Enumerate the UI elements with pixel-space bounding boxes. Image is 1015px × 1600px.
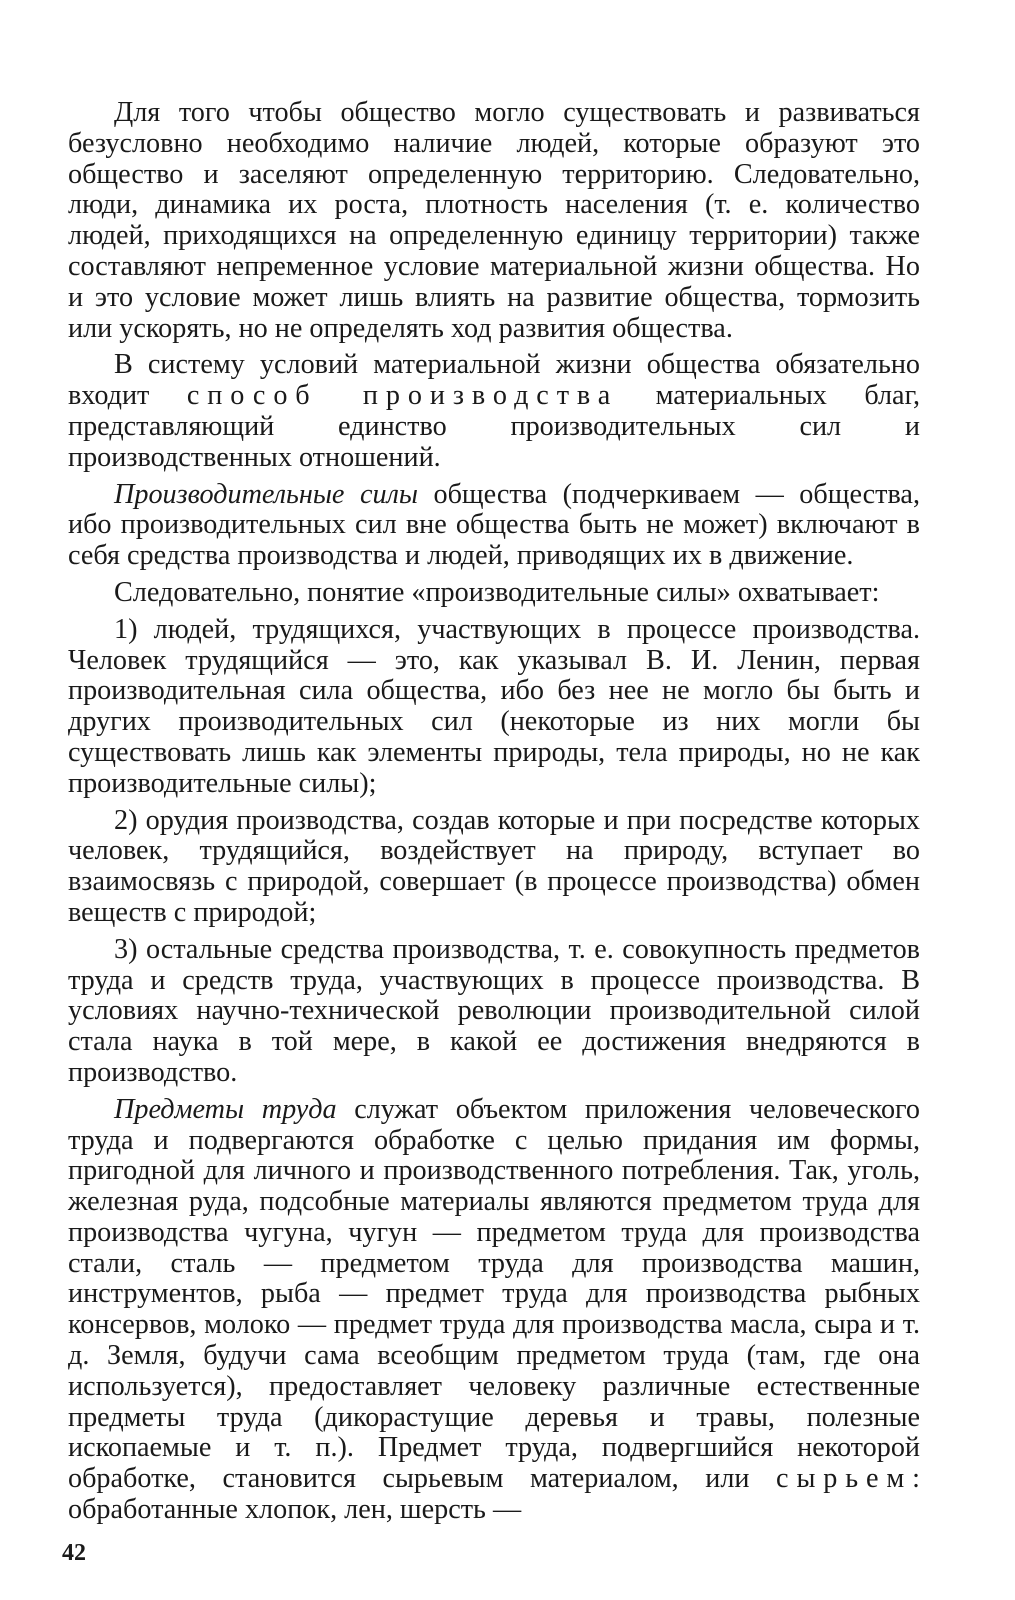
emphasized-term: сырьем bbox=[776, 1463, 913, 1495]
paragraph-text: общества (подчеркиваем — общества, ибо производительных сил вне общества быть не может) включают в себя средства производства и людей, приводящих их в движение. bbox=[68, 478, 920, 572]
paragraph-text: материальных благ, представляющий единство производительных сил и производственных отношений. bbox=[68, 380, 920, 473]
emphasized-term: способ производства bbox=[186, 380, 619, 412]
paragraph-population: Для того чтобы общество могло существовать и развиваться безусловно необходимо наличие людей, которые образуют это общество и заселяют определенную территорию. Следовательно, люди, динамика их роста, плотность населения (т. е. количество людей, приходящихся на определенную единицу территории) также составляют непременное условие материальной жизни общества. Но и это условие может лишь влиять на развитие общества, тормозить или ускорять, но не определять ход развития общества. bbox=[68, 97, 920, 344]
paragraph-productive-forces bbox=[68, 480, 920, 572]
paragraph-text: служат объектом приложения человеческого труда и подвергаются обработке с целью придания им формы, пригодной для личного и производственного потребления. Так, уголь, железная руда, подсобные материалы являются предметом труда для производства чугуна, чугун — предметом труда для производства стали, сталь — предметом труда для производства машин, инструментов, рыба — предмет труда для производства рыбных консервов, молоко — предмет труда для производства масла, сыра и т. д. Земля, будучи сама всеобщим предметом труда (там, где она используется), предоставляет человеку различные естественные предметы труда (дикорастущие деревья и травы, полезные ископаемые и т. п.). Предмет труда, подвергшийся некоторой обработке, становится сырьевым материалом, или bbox=[68, 1093, 920, 1495]
page-body bbox=[68, 98, 920, 1526]
list-item-tools: 2) орудия производства, создав которые и при посредстве которых человек, трудящийся, воздействует на природу, вступает во взаимосвязь с природой, совершает (в процессе производства) обмен веществ с природой; bbox=[68, 804, 920, 928]
italic-term: Предметы труда bbox=[114, 1093, 337, 1125]
paragraph-text: : обработанные хлопок, лен, шерсть — bbox=[68, 1463, 920, 1526]
paragraph-mode-of-production bbox=[68, 350, 920, 473]
paragraph-text: В систему условий материальной жизни общества обязательно входит bbox=[68, 349, 920, 412]
paragraph-concept: Следовательно, понятие «производительные силы» охватывает: bbox=[114, 576, 880, 608]
list-item-means: 3) остальные средства производства, т. е. совокупность предметов труда и средств труда, участвующих в процессе производства. В условиях научно-технической революции производительной силой стала наука в той мере, в какой ее достижения внедряются в производство. bbox=[68, 933, 920, 1088]
page-number: 42 bbox=[62, 1540, 86, 1566]
list-item-people: 1) людей, трудящихся, участвующих в процессе производства. Человек трудящийся — это, как указывал В. И. Ленин, первая производительная сила общества, ибо без нее не могло бы быть и других производительных сил (некоторые из них могли бы существовать лишь как элементы природы, тела природы, но не как производительные силы); bbox=[68, 613, 920, 799]
paragraph-objects-of-labor bbox=[68, 1095, 920, 1526]
italic-term: Производительные силы bbox=[114, 478, 418, 510]
